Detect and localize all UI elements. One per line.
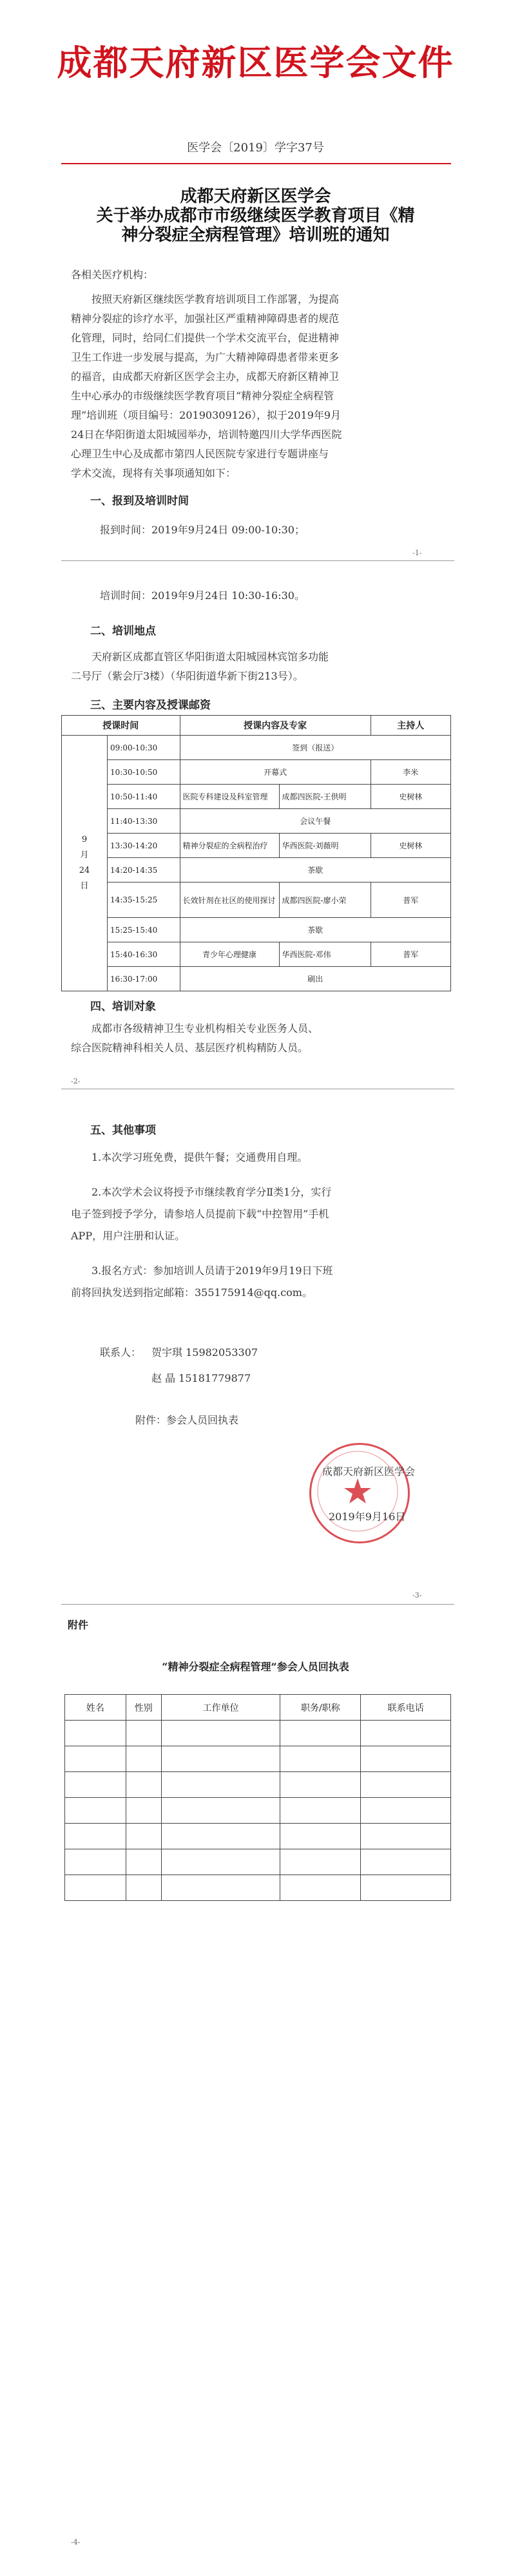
contact-person: 贺宇琪 15982053307 [151,1346,258,1359]
attendee-header-row [65,1695,451,1721]
other-item-line: 前将回执发送到指定邮箱：355175914@qq.com。 [71,1286,313,1299]
column-header: 联系电话 [361,1695,451,1721]
content-cell: 刷出 [180,967,450,991]
date-part: 24 [79,866,90,875]
table-row [62,736,451,760]
table-row [62,883,451,918]
document-header-title: 成都天府新区医学会文件 [57,42,454,83]
time-cell: 10:50-11:40 [108,785,180,809]
time-cell: 15:25-15:40 [108,918,180,942]
time-cell: 14:35-15:25 [108,883,180,918]
time-cell: 10:30-10:50 [108,760,180,785]
signature-date: 2019年9月16日 [329,1511,406,1523]
checkin-time: 报到时间：2019年9月24日 09:00-10:30； [100,524,305,536]
expert-cell: 成都四医院-王供明 [279,785,371,809]
other-item-line: 1.本次学习班免费，提供午餐；交通费用自理。 [92,1151,308,1163]
body-line: 卫生工作进一步发展与提高，为广大精神障碍患者带来更多 [71,351,340,363]
schedule-table [61,715,451,991]
audience-line: 综合医院精神科相关人员、基层医疗机构精防人员。 [71,1042,309,1054]
body-line: 精神分裂症的诊疗水平，加强社区严重精神障碍患者的规范 [71,312,340,325]
time-cell: 14:20-14:35 [108,858,180,883]
other-item-line: 电子签到授予学分，请参培人员提前下载“中控智用”手机 [71,1208,329,1220]
page-number: -2- [71,1077,81,1085]
notice-body [71,290,451,483]
expert-cell: 华西医院-刘薇明 [279,834,371,858]
schedule-header-row [62,716,451,736]
table-row [62,809,451,834]
document-number: 医学会〔2019〕学字37号 [187,141,324,155]
date-part: 日 [80,881,89,891]
page-break [61,560,454,561]
body-line: 24日在华阳街道太阳城园举办，培训特邀四川大学华西医院 [71,428,342,441]
column-header: 性别 [126,1695,161,1721]
appendix-label: 附件 [68,1619,89,1631]
other-item-line: 2.本次学术会议将授予市继续教育学分Ⅱ类1分，实行 [92,1186,332,1198]
venue-line: 天府新区成都直管区华阳街道太阳城园林宾馆多功能 [92,651,329,663]
content-cell: 签到（报送） [180,736,450,760]
host-cell: 普军 [371,883,450,918]
table-row [62,834,451,858]
official-seal-icon [309,1443,410,1543]
time-cell: 13:30-14:20 [108,834,180,858]
content-cell: 茶歇 [180,858,450,883]
attendee-table [64,1694,451,1901]
notice-title-line: 关于举办成都市市级继续医学教育项目《精 [96,206,415,225]
venue [71,647,451,686]
notice-title-line: 成都天府新区医学会 [180,187,331,206]
time-cell: 11:40-13:30 [108,809,180,834]
body-line: 心理卫生中心及成都市第四人民医院专家进行专题讲座与 [71,448,329,460]
section-heading: 二、培训地点 [90,625,156,638]
host-cell: 普军 [371,942,450,967]
signature-org: 成都天府新区医学会 [322,1465,416,1478]
content-cell: 茶歇 [180,918,450,942]
header-red-divider [61,163,451,164]
content-cell: 精神分裂症的全病程治疗 [180,834,279,858]
table-row [65,1849,451,1875]
audience [71,1019,451,1058]
date-part: 9 [81,835,88,844]
expert-cell: 华西医院-邓伟 [279,942,371,967]
date-part: 月 [80,850,89,860]
column-header: 主持人 [371,716,450,736]
notice-title-line: 神分裂症全病程管理》培训班的通知 [121,225,390,245]
body-line: 化管理，同时，给同仁们提供一个学术交流平台，促进精神 [71,332,340,344]
time-cell: 16:30-17:00 [108,967,180,991]
attachment-note: 附件：参会人员回执表 [135,1414,239,1426]
table-row [62,918,451,942]
page-number: -1- [412,549,422,557]
content-cell: 开幕式 [180,760,371,785]
column-header: 职务/职称 [280,1695,361,1721]
table-row [65,1746,451,1772]
body-line: 学术交流，现将有关事项通知如下： [71,467,236,479]
table-row [62,942,451,967]
host-cell: 史树林 [371,834,450,858]
body-line: 按照天府新区继续医学教育培训项目工作部署，为提高 [92,293,340,305]
contact-person: 赵 晶 15181779877 [151,1372,251,1384]
other-items [71,1147,451,1304]
content-cell: 青少年心理健康 [180,942,279,967]
appendix-title: “精神分裂症全病程管理”参会人员回执表 [162,1661,349,1673]
time-cell: 09:00-10:30 [108,736,180,760]
notice-title [58,187,453,245]
section-heading: 三、主要内容及授课邮资 [90,699,211,712]
section-heading: 一、报到及培训时间 [90,495,189,508]
column-header: 工作单位 [161,1695,280,1721]
table-row [62,760,451,785]
column-header: 姓名 [65,1695,126,1721]
content-cell: 长效针剂在社区的使用探讨 [180,883,279,918]
column-header: 授课内容及专家 [180,716,371,736]
content-cell: 会议午餐 [180,809,450,834]
training-time: 培训时间：2019年9月24日 10:30-16:30。 [100,589,305,602]
other-item-line: 3.报名方式：参加培训人员请于2019年9月19日下班 [92,1264,333,1277]
host-cell: 李米 [371,760,450,785]
audience-line: 成都市各级精神卫生专业机构相关专业医务人员、 [92,1022,319,1035]
salutation: 各相关医疗机构： [71,269,154,281]
date-cell [62,736,108,991]
section-heading: 四、培训对象 [90,1000,156,1013]
other-item-line: APP，用户注册和认证。 [71,1230,186,1242]
table-row [65,1721,451,1746]
venue-line: 二号厅（紫会厅3楼）（华阳街道华新下街213号）。 [71,670,304,682]
table-row [65,1798,451,1824]
contact-label: 联系人： [100,1346,142,1359]
table-row [62,858,451,883]
section-heading: 五、其他事项 [90,1124,156,1137]
table-row [65,1824,451,1849]
page-number: -3- [412,1591,422,1599]
content-cell: 医院专科建设及科室管理 [180,785,279,809]
table-row [62,967,451,991]
table-row [65,1875,451,1901]
column-header: 授课时间 [62,716,180,736]
body-line: 的福音，由成都天府新区医学会主办，成都天府新区精神卫 [71,370,340,383]
table-row [65,1772,451,1798]
body-line: 理”培训班（项目编号：20190309126），拟于2019年9月 [71,409,342,421]
expert-cell: 成都四医院-廖小荣 [279,883,371,918]
time-cell: 15:40-16:30 [108,942,180,967]
table-row [62,785,451,809]
page-number: -4- [71,2538,81,2546]
body-line: 生中心承办的市级继续医学教育项目“精神分裂症全病程管 [71,390,334,402]
host-cell: 史树林 [371,785,450,809]
page-break [61,1604,454,1605]
